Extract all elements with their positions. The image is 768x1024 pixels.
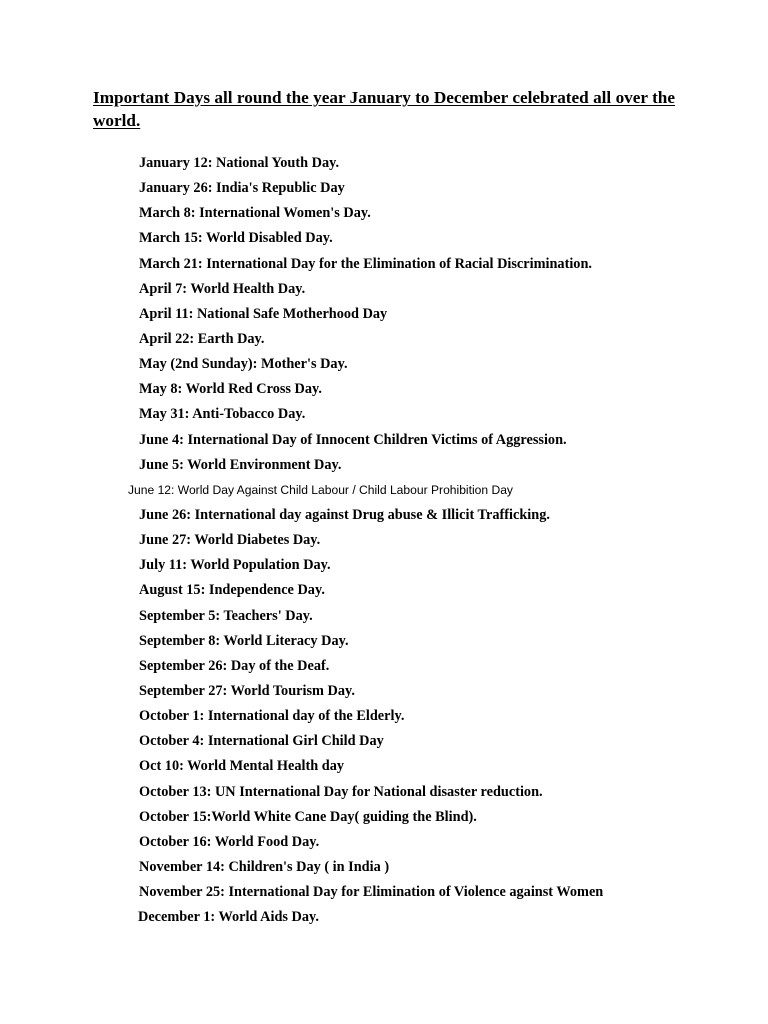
list-item: November 25: International Day for Elimination of Violence against Women [139, 884, 604, 901]
list-item: January 26: India's Republic Day [139, 180, 345, 197]
list-item: September 5: Teachers' Day. [139, 607, 313, 624]
list-item: October 13: UN International Day for National disaster reduction. [139, 783, 543, 800]
list-item: July 11: World Population Day. [139, 557, 331, 574]
important-days-list [0, 151, 768, 930]
list-item: September 27: World Tourism Day. [139, 682, 355, 699]
list-item: September 8: World Literacy Day. [139, 632, 349, 649]
list-item: May 8: World Red Cross Day. [139, 381, 322, 398]
list-item: October 16: World Food Day. [139, 833, 320, 850]
list-item: Oct 10: World Mental Health day [139, 758, 345, 775]
list-item: June 5: World Environment Day. [139, 456, 342, 473]
list-item: June 27: World Diabetes Day. [139, 532, 321, 549]
list-item: March 15: World Disabled Day. [139, 230, 333, 247]
list-item: April 22: Earth Day. [139, 330, 265, 347]
list-item: October 1: International day of the Elderly. [139, 708, 405, 725]
list-item: September 26: Day of the Deaf. [139, 657, 330, 674]
list-item: June 4: International Day of Innocent Children Victims of Aggression. [139, 431, 567, 448]
list-item: June 26: International day against Drug abuse & Illicit Trafficking. [139, 506, 550, 523]
page-title: Important Days all round the year January to December celebrated all over the world. [93, 88, 675, 130]
list-item: August 15: Independence Day. [139, 582, 325, 599]
list-item: November 14: Children's Day ( in India ) [139, 858, 390, 875]
list-item: March 8: International Women's Day. [139, 205, 371, 222]
list-item: April 7: World Health Day. [139, 280, 306, 297]
list-item: June 12: World Day Against Child Labour / Child Labour Prohibition Day [128, 482, 513, 497]
list-item: January 12: National Youth Day. [139, 155, 340, 171]
list-item: October 4: International Girl Child Day [139, 733, 384, 750]
list-item: March 21: International Day for the Elimination of Racial Discrimination. [139, 255, 592, 272]
list-item: December 1: World Aids Day. [138, 909, 319, 926]
list-item: October 15:World White Cane Day( guiding the Blind). [139, 808, 477, 825]
list-item: May 31: Anti-Tobacco Day. [139, 406, 306, 423]
list-item: April 11: National Safe Motherhood Day [139, 305, 388, 322]
list-item: May (2nd Sunday): Mother's Day. [139, 356, 348, 373]
